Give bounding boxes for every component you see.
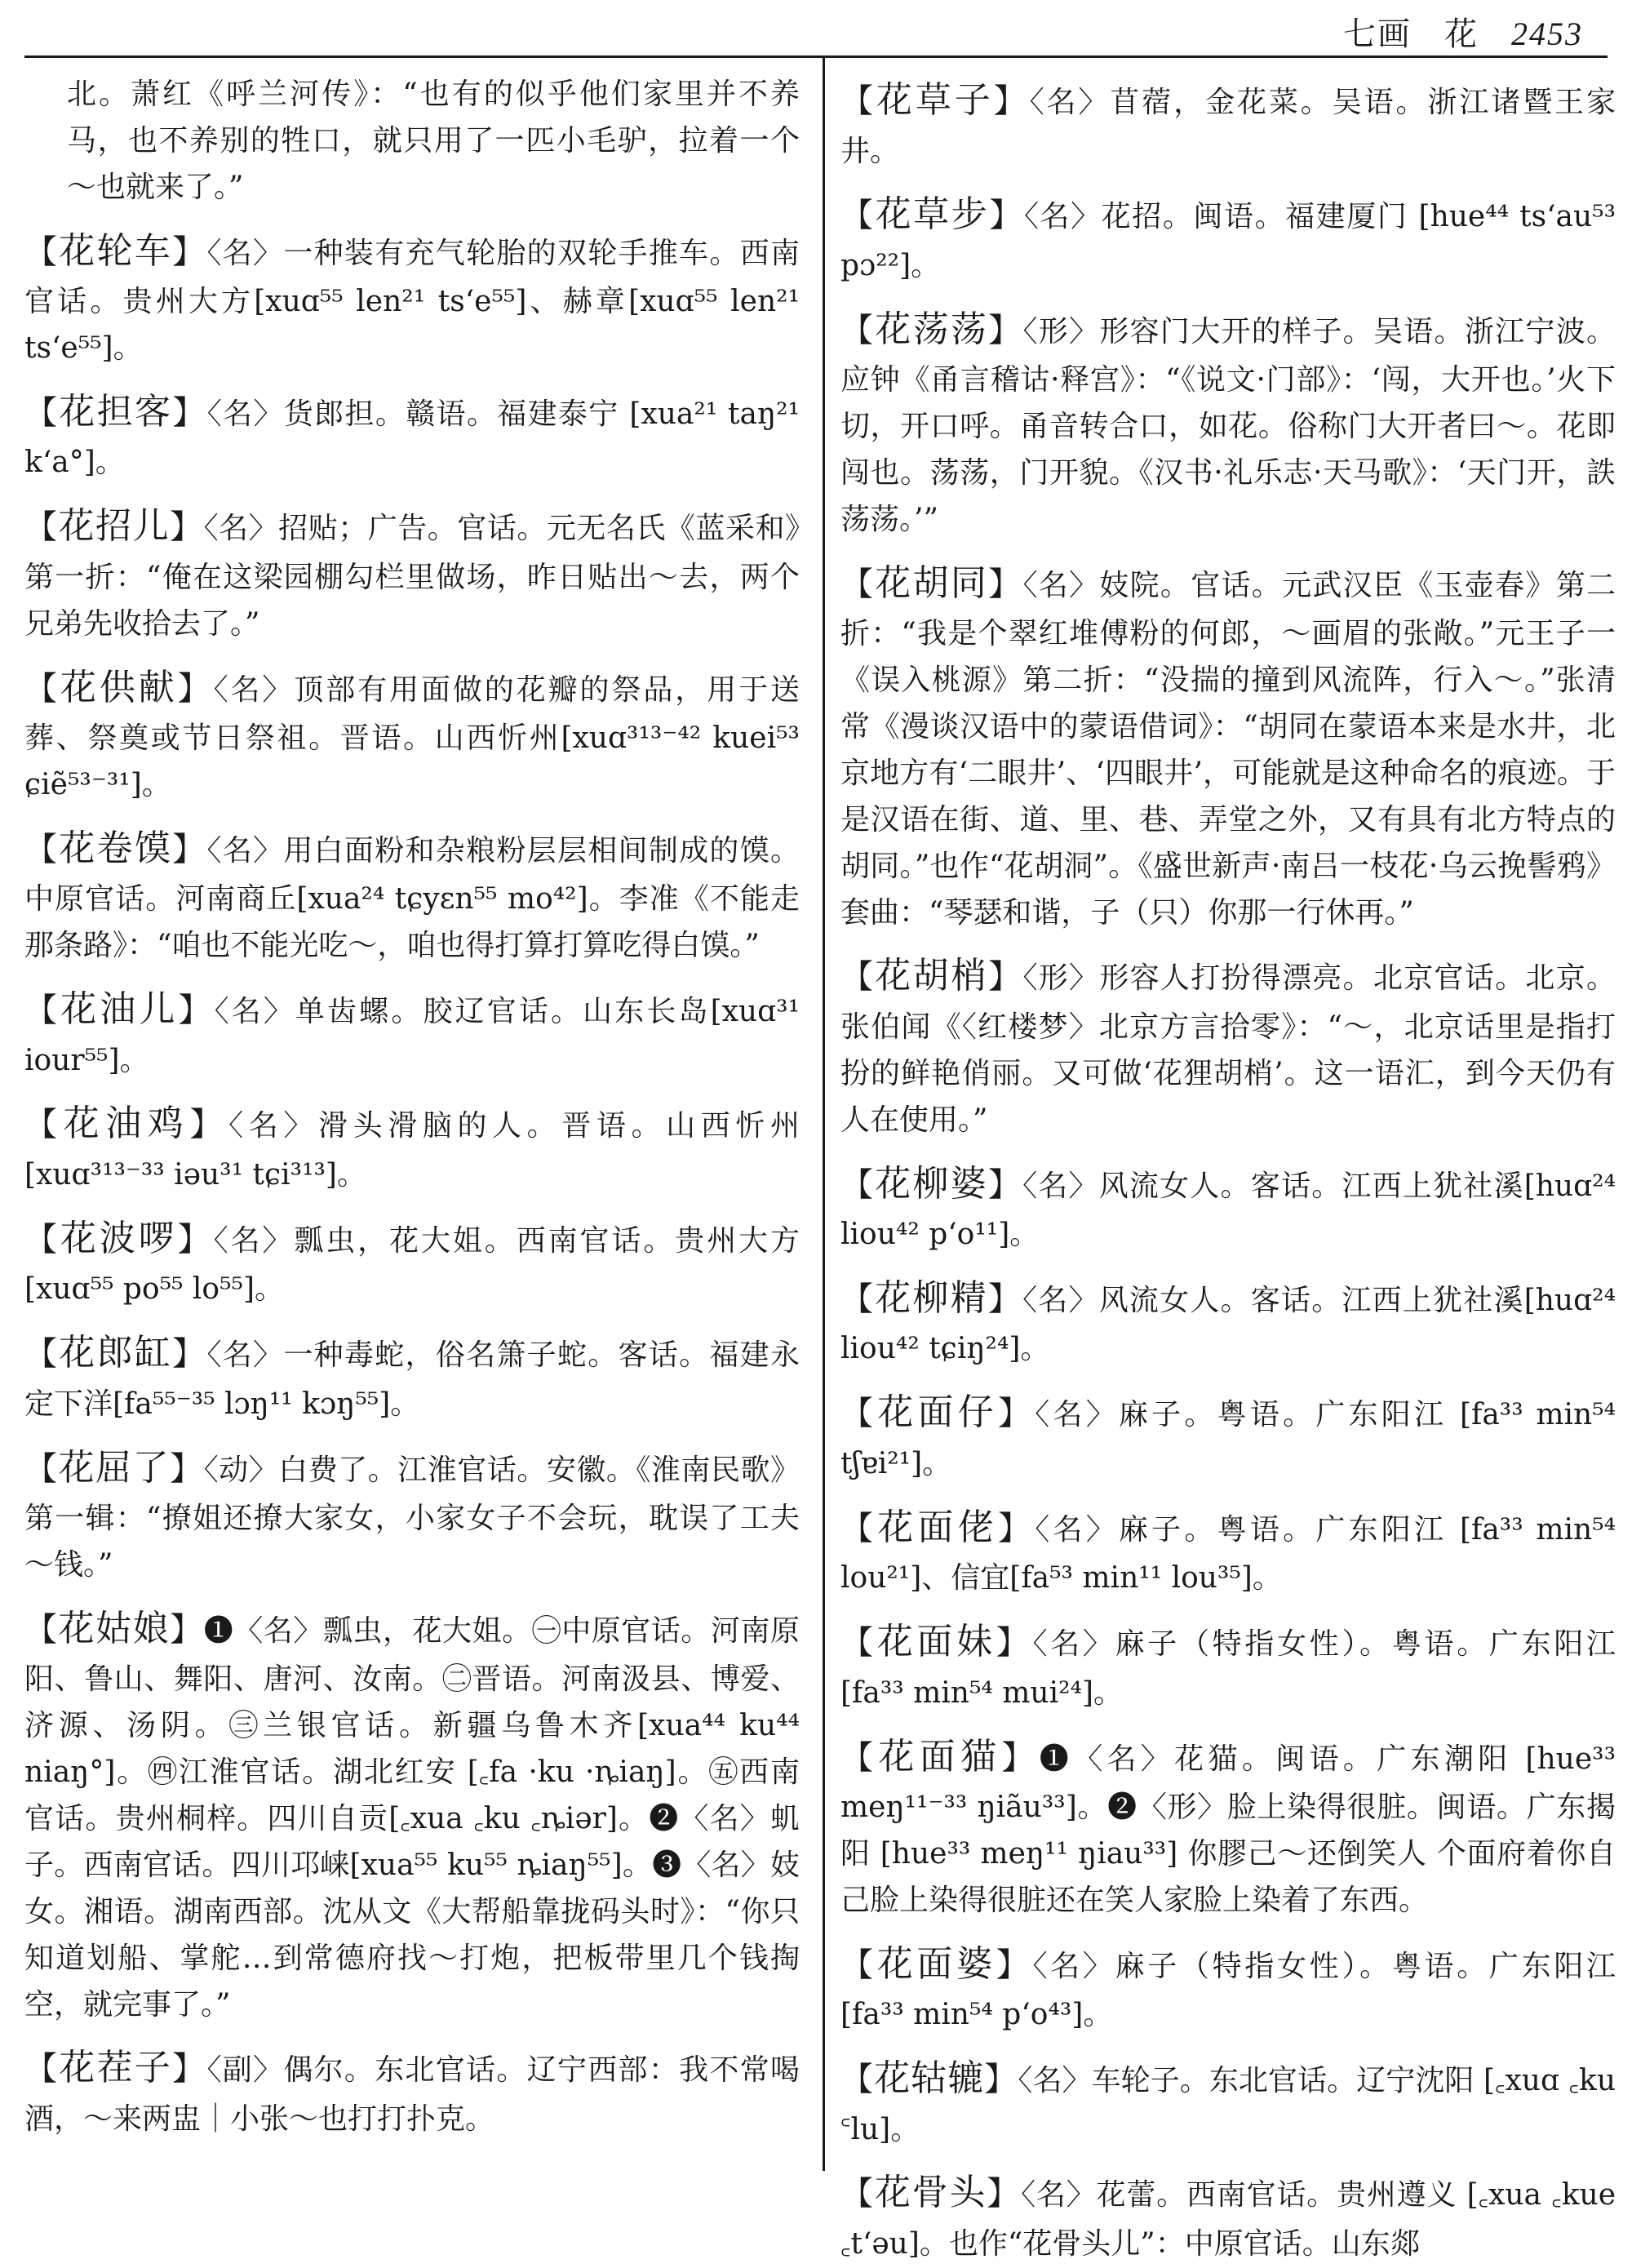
entry-definition: 〈名〉车轮子。东北官话。辽宁沈阳 [꜀xuɑ ꜀ku ꜂lu]。: [840, 2064, 1616, 2146]
entry-definition: 〈名〉用白面粉和杂粮粉层层相间制成的馍。中原官话。河南商丘[xua²⁴ tɕyɛn⁵⁵ mo⁴²]。李准《不能走那条路》：“咱也不能光吃～，咱也得打算打算吃得白馍。”: [24, 833, 800, 963]
dictionary-entry: [840, 555, 1616, 937]
headword-text: 花油鸡: [63, 1103, 190, 1145]
dictionary-entry: [840, 1270, 1616, 1373]
dictionary-entry: [24, 1440, 800, 1589]
headword-text: 花轱辘: [874, 2057, 985, 2100]
headword-text: 花轮车: [59, 229, 173, 272]
headword-text: 花面婆: [876, 1942, 996, 1985]
dictionary-entry: [840, 1499, 1616, 1602]
entry-headword: 【花胡梢】: [840, 955, 1023, 997]
entry-definition: 〈名〉一种装有充气轮胎的双轮手推车。西南官话。贵州大方[xuɑ⁵⁵ len²¹ ts‘e⁵⁵]、赫章[xuɑ⁵⁵ len²¹ ts‘e⁵⁵]。: [24, 236, 800, 366]
entry-definition: 北。萧红《呼兰河传》：“也有的似乎他们家里并不养马，也不养别的牲口，就只用了一匹小毛驴，拉着一个～也就来了。”: [67, 78, 800, 204]
entry-headword: 【花担客】: [24, 390, 207, 433]
entry-headword: 【花郎缸】: [24, 1332, 207, 1374]
headword-text: 花面佬: [877, 1506, 998, 1548]
dictionary-entry: [24, 384, 800, 486]
entry-headword: 【花卷馍】: [24, 827, 207, 869]
headword-text: 花油儿: [60, 988, 179, 1031]
headword-text: 花胡梢: [875, 955, 989, 997]
dictionary-entry: [24, 72, 800, 211]
entry-headword: 【花荡荡】: [840, 308, 1023, 350]
header-rule: [24, 55, 1608, 58]
headword-text: 花郎缸: [59, 1332, 173, 1374]
dictionary-entry: [840, 1156, 1616, 1258]
headword-text: 花荡荡: [875, 308, 989, 350]
entry-definition: 〈形〉形容门大开的样子。吴语。浙江宁波。应钟《甬言稽诂·释宫》：“《说文·门部》：‘闯，大开也。’火下切，开口呼。甬音转合口，如花。俗称门大开者曰～。花即闯也。荡荡，门开貌。《汉书·礼乐志·天马歌》：‘天门开，詄荡荡。’”: [840, 314, 1616, 536]
entry-definition: 〈名〉妓院。官话。元武汉臣《玉壶春》第二折：“我是个翠红堆傅粉的何郎，～画眉的张敞。”元王子一《误入桃源》第二折：“没揣的撞到风流阵，行入～。”张清常《漫谈汉语中的蒙语借词》：“胡同在蒙语本来是水井，北京地方有‘二眼井’、‘四眼井’，可能就是这种命名的痕迹。于是汉语在街、道、里、巷、弄堂之外，又有具有北方特点的胡同。”也作“花胡洞”。《盛世新声·南吕一枝花·乌云挽髻鸦》套曲：“琴瑟和谐，子（只）你那一行休再。”: [840, 568, 1616, 930]
entry-definition: 〈名〉顶部有用面做的花瓣的祭品，用于送葬、祭奠或节日祭祖。晋语。山西忻州[xuɑ³¹³⁻⁴² kuei⁵³ ɕiẽ⁵³⁻³¹]。: [24, 672, 800, 801]
entry-definition: 〈名〉苜蓿，金花菜。吴语。浙江诸暨王家井。: [840, 86, 1616, 168]
headword-text: 花卷馍: [59, 827, 173, 869]
dictionary-entry: [840, 1384, 1616, 1487]
dictionary-entry: [840, 72, 1616, 175]
dictionary-entry: [840, 2164, 1616, 2267]
entry-headword: 【花轮车】: [24, 229, 207, 272]
headword-text: 花柳精: [875, 1276, 988, 1319]
headword-text: 花屈了: [58, 1446, 171, 1489]
right-column: [840, 72, 1616, 2261]
dictionary-entry: [840, 2050, 1616, 2153]
headword-text: 花草子: [876, 79, 994, 121]
dictionary-entry: [24, 981, 800, 1084]
entry-headword: 【花草子】: [840, 79, 1030, 121]
dictionary-entry: [840, 948, 1616, 1143]
dictionary-entry: [24, 223, 800, 372]
entry-definition: 〈动〉白费了。江淮官话。安徽。《淮南民歌》第一辑：“撩姐还撩大家女，小家女子不会玩，耽误了工夫～钱。”: [24, 1453, 800, 1582]
entry-headword: 【花姑娘】: [24, 1607, 204, 1649]
headword-text: 花柳婆: [875, 1162, 988, 1205]
entry-headword: 【花柳婆】: [840, 1162, 1023, 1205]
entry-headword: 【花屈了】: [24, 1446, 204, 1489]
dictionary-entry: [840, 1936, 1616, 2039]
headword-text: 花面仔: [877, 1391, 998, 1434]
headword-text: 花担客: [59, 390, 173, 433]
dictionary-entry: [840, 301, 1616, 544]
headword-text: 花招儿: [58, 505, 171, 548]
dictionary-entry: [24, 820, 800, 970]
entry-headword: 【花招儿】: [24, 505, 204, 548]
entry-definition: 〈名〉花招。闽语。福建厦门 [hue⁴⁴ ts‘au⁵³ pɔ²²]。: [840, 200, 1616, 282]
entry-headword: 【花油鸡】: [24, 1103, 229, 1145]
headword-text: 花草步: [875, 193, 990, 236]
entry-definition: 〈名〉麻子（特指女性）。粤语。广东阳江 [fa³³ min⁵⁴ mui²⁴]。: [840, 1627, 1616, 1710]
column-divider: [823, 55, 825, 2171]
dictionary-entry: [24, 498, 800, 647]
entry-headword: 【花面婆】: [840, 1942, 1033, 1985]
entry-headword: 【花面妹】: [840, 1621, 1033, 1663]
dictionary-entry: [24, 1325, 800, 1427]
entry-headword: 【花供献】: [24, 666, 214, 708]
left-column: [24, 72, 800, 2187]
entry-headword: 【花波啰】: [24, 1217, 214, 1259]
dictionary-entry: [24, 659, 800, 809]
entry-definition: 〈名〉瓢虫，花大姐。西南官话。贵州大方[xuɑ⁵⁵ po⁵⁵ lo⁵⁵]。: [24, 1223, 800, 1307]
header-section: 七画: [1343, 16, 1412, 53]
entry-definition: 〈名〉滑头滑脑的人。晋语。山西忻州[xuɑ³¹³⁻³³ iəu³¹ tɕi³¹³]。: [24, 1109, 800, 1192]
headword-text: 花面妹: [876, 1621, 996, 1663]
dictionary-entry: [840, 1613, 1616, 1716]
entry-definition: 〈名〉一种毒蛇，俗名箫子蛇。客话。福建永定下洋[fa⁵⁵⁻³⁵ lɔŋ¹¹ kɔŋ⁵⁵]。: [24, 1338, 800, 1421]
headword-text: 花骨头: [874, 2172, 987, 2214]
dictionary-entry: [840, 186, 1616, 289]
dictionary-entry: [840, 1729, 1616, 1924]
headword-text: 花胡同: [875, 561, 989, 604]
dictionary-entry: [24, 1095, 800, 1198]
entry-headword: 【花油儿】: [24, 988, 215, 1031]
entry-headword: 【花轱辘】: [840, 2057, 1018, 2100]
entry-definition: 〈副〉偶尔。东北官话。辽宁西部：我不常喝酒，～来两盅｜小张～也打打扑克。: [24, 2053, 800, 2136]
entry-definition: 〈形〉形容人打扮得漂亮。北京官话。北京。张伯闻《〈红楼梦〉北京方言拾零》：“～，北京话里是指打扮的鲜艳俏丽。又可做‘花狸胡梢’。这一语汇，到今天仍有人在使用。”: [840, 961, 1616, 1137]
entry-headword: 【花面猫】: [840, 1735, 1040, 1778]
headword-text: 花波啰: [60, 1217, 178, 1259]
entry-headword: 【花面佬】: [840, 1506, 1036, 1548]
entry-definition: 〈名〉风流女人。客话。江西上犹社溪[huɑ²⁴ liou⁴² p‘o¹¹]。: [840, 1169, 1616, 1252]
headword-text: 花茬子: [59, 2047, 173, 2089]
entry-definition: 〈名〉花蕾。西南官话。贵州遵义 [꜀xua ꜀kue ꜀t‘əu]。也作“花骨头儿”：中原官话。山东郯: [840, 2178, 1616, 2261]
entry-definition: 〈名〉单齿螺。胶辽官话。山东长岛[xuɑ³¹ iour⁵⁵]。: [24, 995, 800, 1077]
running-header: [1343, 8, 1583, 55]
headword-text: 花供献: [60, 666, 178, 708]
entry-headword: 【花柳精】: [840, 1276, 1023, 1319]
entry-headword: 【花骨头】: [840, 2172, 1022, 2214]
entry-headword: 【花草步】: [840, 193, 1024, 236]
entry-definition: 〈名〉招贴；广告。官话。元无名氏《蓝采和》第一折：“俺在这梁园棚勾栏里做场，昨日贴出～去，两个兄弟先收拾去了。”: [24, 512, 800, 641]
entry-definition: 〈名〉麻子（特指女性）。粤语。广东阳江 [fa³³ min⁵⁴ p‘o⁴³]。: [840, 1949, 1616, 2032]
entry-definition: 〈名〉风流女人。客话。江西上犹社溪[huɑ²⁴ liou⁴² tɕiŋ²⁴]。: [840, 1283, 1616, 1366]
headword-text: 花面猫: [878, 1735, 1002, 1778]
header-character: 花: [1444, 16, 1479, 53]
headword-text: 花姑娘: [58, 1607, 171, 1649]
dictionary-entry: [24, 1600, 800, 2029]
page-number: 2453: [1511, 16, 1583, 52]
entry-definition: 〈名〉麻子。粤语。广东阳江 [fa³³ min⁵⁴ tʃɐi²¹]。: [840, 1398, 1616, 1480]
entry-definition: 〈名〉货郎担。赣语。福建泰宁 [xua²¹ taŋ²¹ k‘a°]。: [24, 397, 800, 480]
dictionary-entry: [24, 2039, 800, 2142]
entry-definition: ❶〈名〉瓢虫，花大姐。㊀中原官话。河南原阳、鲁山、舞阳、唐河、汝南。㊁晋语。河南汲县、博爱、济源、汤阴。㊂兰银官话。新疆乌鲁木齐[xua⁴⁴ ku⁴⁴ niaŋ°]。㊃江淮官话。湖北红安 [꜀fa ·ku ·ȵiaŋ]。㊄西南官话。贵州桐梓。四川自贡[꜀xua ꜀ku ꜀ȵiər]。❷〈名〉虮子。西南官话。四川邛崃[xua⁵⁵ ku⁵⁵ ȵiaŋ⁵⁵]。❸〈名〉妓女。湘语。湖南西部。沈从文《大帮船靠拢码头时》：“你只知道划船、掌舵…到常德府找～打炮，把板带里几个钱掏空，就完事了。”: [24, 1613, 800, 2022]
dictionary-entry: [24, 1210, 800, 1313]
entry-definition: 〈名〉麻子。粤语。广东阳江 [fa³³ min⁵⁴ lou²¹]、信宜[fa⁵³ min¹¹ lou³⁵]。: [840, 1512, 1616, 1596]
entry-definition: ❶〈名〉花猫。闽语。广东潮阳 [hue³³ meŋ¹¹⁻³³ ŋiãu³³]。❷〈形〉脸上染得很脏。闽语。广东揭阳 [hue³³ meŋ¹¹ ŋiau³³] 你膠己～还倒笑人 个面府着你自己脸上染得很脏还在笑人家脸上染着了东西。: [840, 1742, 1616, 1917]
entry-headword: 【花茬子】: [24, 2047, 207, 2089]
entry-headword: 【花面仔】: [840, 1391, 1036, 1434]
entry-headword: 【花胡同】: [840, 561, 1023, 604]
